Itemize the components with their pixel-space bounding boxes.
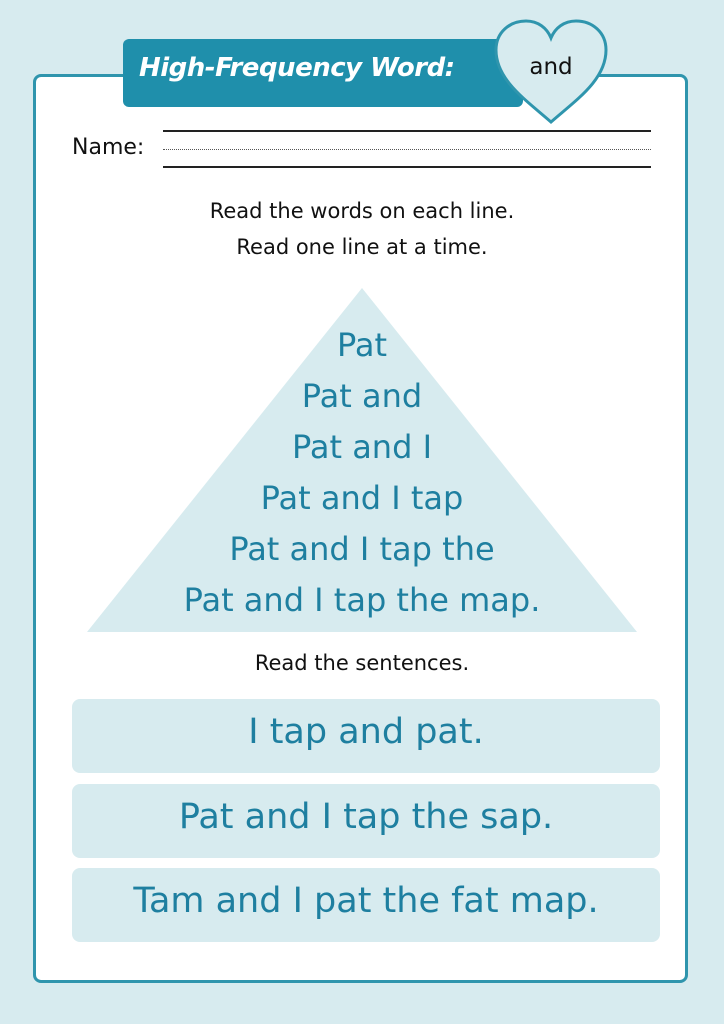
sentence-2: Pat and I tap the sap. bbox=[178, 797, 554, 837]
target-word: and bbox=[529, 54, 573, 80]
pyramid-line-4: Pat and I tap bbox=[260, 479, 464, 517]
worksheet-title: High-Frequency Word: bbox=[139, 53, 455, 83]
pyramid-line-2: Pat and bbox=[301, 377, 423, 415]
sentences-heading: Read the sentences. bbox=[254, 651, 470, 675]
sentence-3: Tam and I pat the fat map. bbox=[133, 881, 599, 921]
sentence-box-3 bbox=[72, 868, 660, 942]
sentence-box-1 bbox=[72, 699, 660, 773]
pyramid-line-3: Pat and I bbox=[292, 428, 432, 466]
sentence-1: I tap and pat. bbox=[248, 712, 484, 752]
instruction-line-2: Read one line at a time. bbox=[236, 235, 488, 259]
instruction-line-1: Read the words on each line. bbox=[209, 199, 515, 223]
pyramid-line-5: Pat and I tap the bbox=[229, 530, 495, 568]
pyramid-line-6: Pat and I tap the map. bbox=[183, 581, 541, 619]
name-label: Name: bbox=[72, 135, 145, 160]
pyramid-line-1: Pat bbox=[336, 326, 387, 364]
sentence-box-2 bbox=[72, 784, 660, 858]
